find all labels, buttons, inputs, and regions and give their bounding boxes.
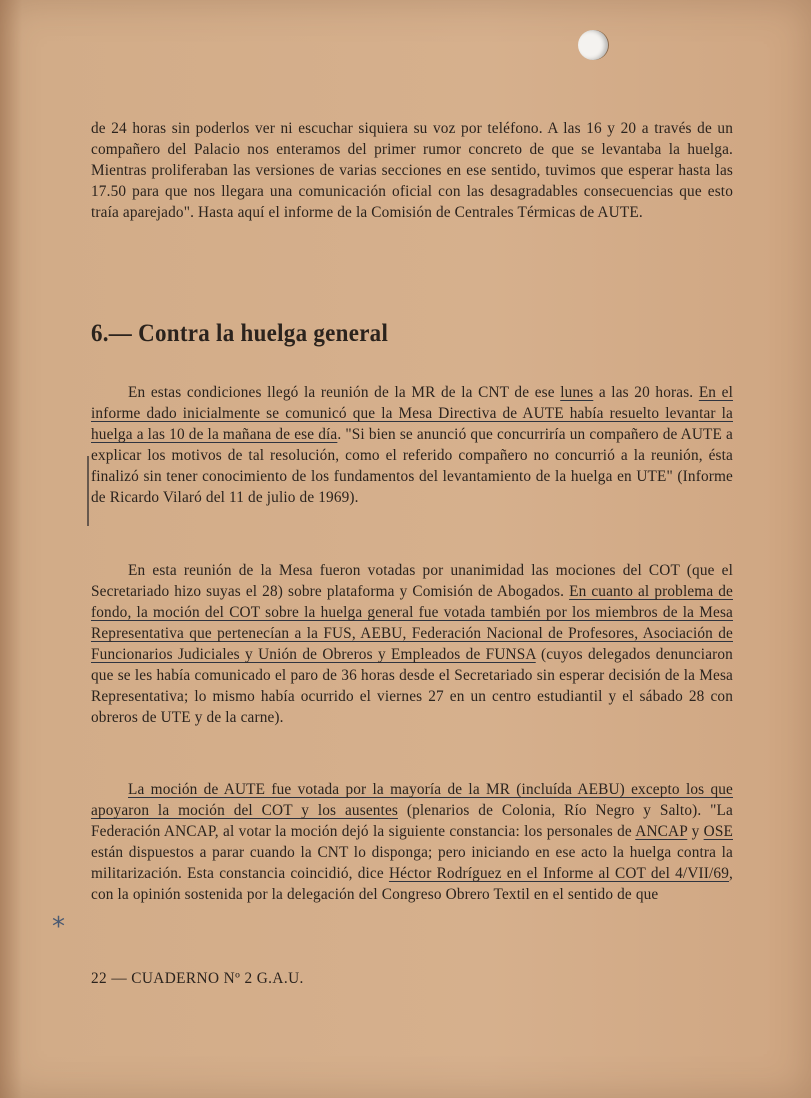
underlined-span: ANCAP: [635, 823, 688, 840]
text-span: . "Si bien se anunció que concurriría un compañero de AUTE a explicar los motivos de tal resolución, como el referido compañero no concurrió a la reunión, ésta finalizó sin tener conocimiento de los fundamentos del levantamiento de la huelga en UTE" (Informe de Ricardo Vilaró del 11 de julio de 1969).: [91, 426, 733, 506]
underlined-span: En el informe dado inicialmente se comunicó que la Mesa Directiva de AUTE había resuelto levantar la huelga a las 10 de la mañana de ese día: [91, 384, 733, 443]
text-span: están dispuestos a parar cuando la CNT lo disponga; pero iniciando en ese acto la huelga contra la militarización. Esta constancia coincidió, dice: [91, 844, 733, 882]
paragraph-mesa-vote: [91, 560, 733, 728]
underlined-span: En cuanto al problema de fondo, la moción del COT sobre la huelga general fue votada también por los miembros de la Mesa Representativa que pertenecían a la FUS, AEBU, Federación Nacional de Profesores, Asociación de Funcionarios Judiciales y Unión de Obreros y Empleados de FUNSA: [91, 583, 733, 663]
underlined-span: Héctor Rodríguez en el Informe al COT del 4/VII/69: [388, 865, 730, 882]
paragraph-aute-motion: [91, 779, 733, 905]
margin-asterisk: *: [52, 912, 65, 942]
text-span: En esta reunión de la Mesa fueron votadas por unanimidad las mociones del COT (que el Secretariado hizo suyas el 28) sobre plataforma y Comisión de Abogados.: [91, 562, 733, 600]
text-span: a las 20 horas.: [593, 384, 699, 401]
text-span: (plenarios de Colonia, Río Negro y Salto). "La Federación ANCAP, al votar la moción dejó la siguiente constancia: los personales de: [91, 802, 733, 840]
text-span: (cuyos delegados denunciaron que se les había comunicado el paro de 36 horas desde el Secretariado sin esperar decisión de la Mesa Representativa; lo mismo había ocurrido el viernes 27 en un centro estudiantil y el sábado 28 con obreros de UTE y de la carne).: [91, 646, 733, 726]
margin-pen-mark: [87, 456, 89, 526]
text-span: y: [687, 823, 704, 840]
paragraph-continuation: [91, 118, 733, 223]
punch-hole: [578, 30, 608, 60]
underlined-span: OSE: [703, 823, 733, 840]
text-span: En estas condiciones llegó la reunión de la MR de la CNT de ese: [128, 384, 561, 401]
underlined-span: lunes: [560, 384, 594, 401]
section-heading: 6.— Contra la huelga general: [91, 320, 389, 347]
text-span: , con la opinión sostenida por la delegación del Congreso Obrero Textil en el sentido de que: [91, 865, 733, 903]
paragraph-mr-meeting: [91, 382, 733, 508]
page-footer: 22 — CUADERNO Nº 2 G.A.U.: [91, 970, 304, 987]
paragraph-text: de 24 horas sin poderlos ver ni escuchar siquiera su voz por teléfono. A las 16 y 20 a través de un compañero del Palacio nos enteramos del primer rumor concreto de que se levantaba la huelga. Mientras proliferaban las versiones de varias secciones en ese sentido, tuvimos que esperar hasta las 17.50 para que nos llegara una comunicación oficial con las desagradables consecuencias que esto traía aparejado". Hasta aquí el informe de la Comisión de Centrales Térmicas de AUTE.: [91, 120, 733, 221]
underlined-span: La moción de AUTE fue votada por la mayoría de la MR (incluída AEBU) excepto los que apoyaron la moción del COT y los ausentes: [91, 781, 733, 819]
